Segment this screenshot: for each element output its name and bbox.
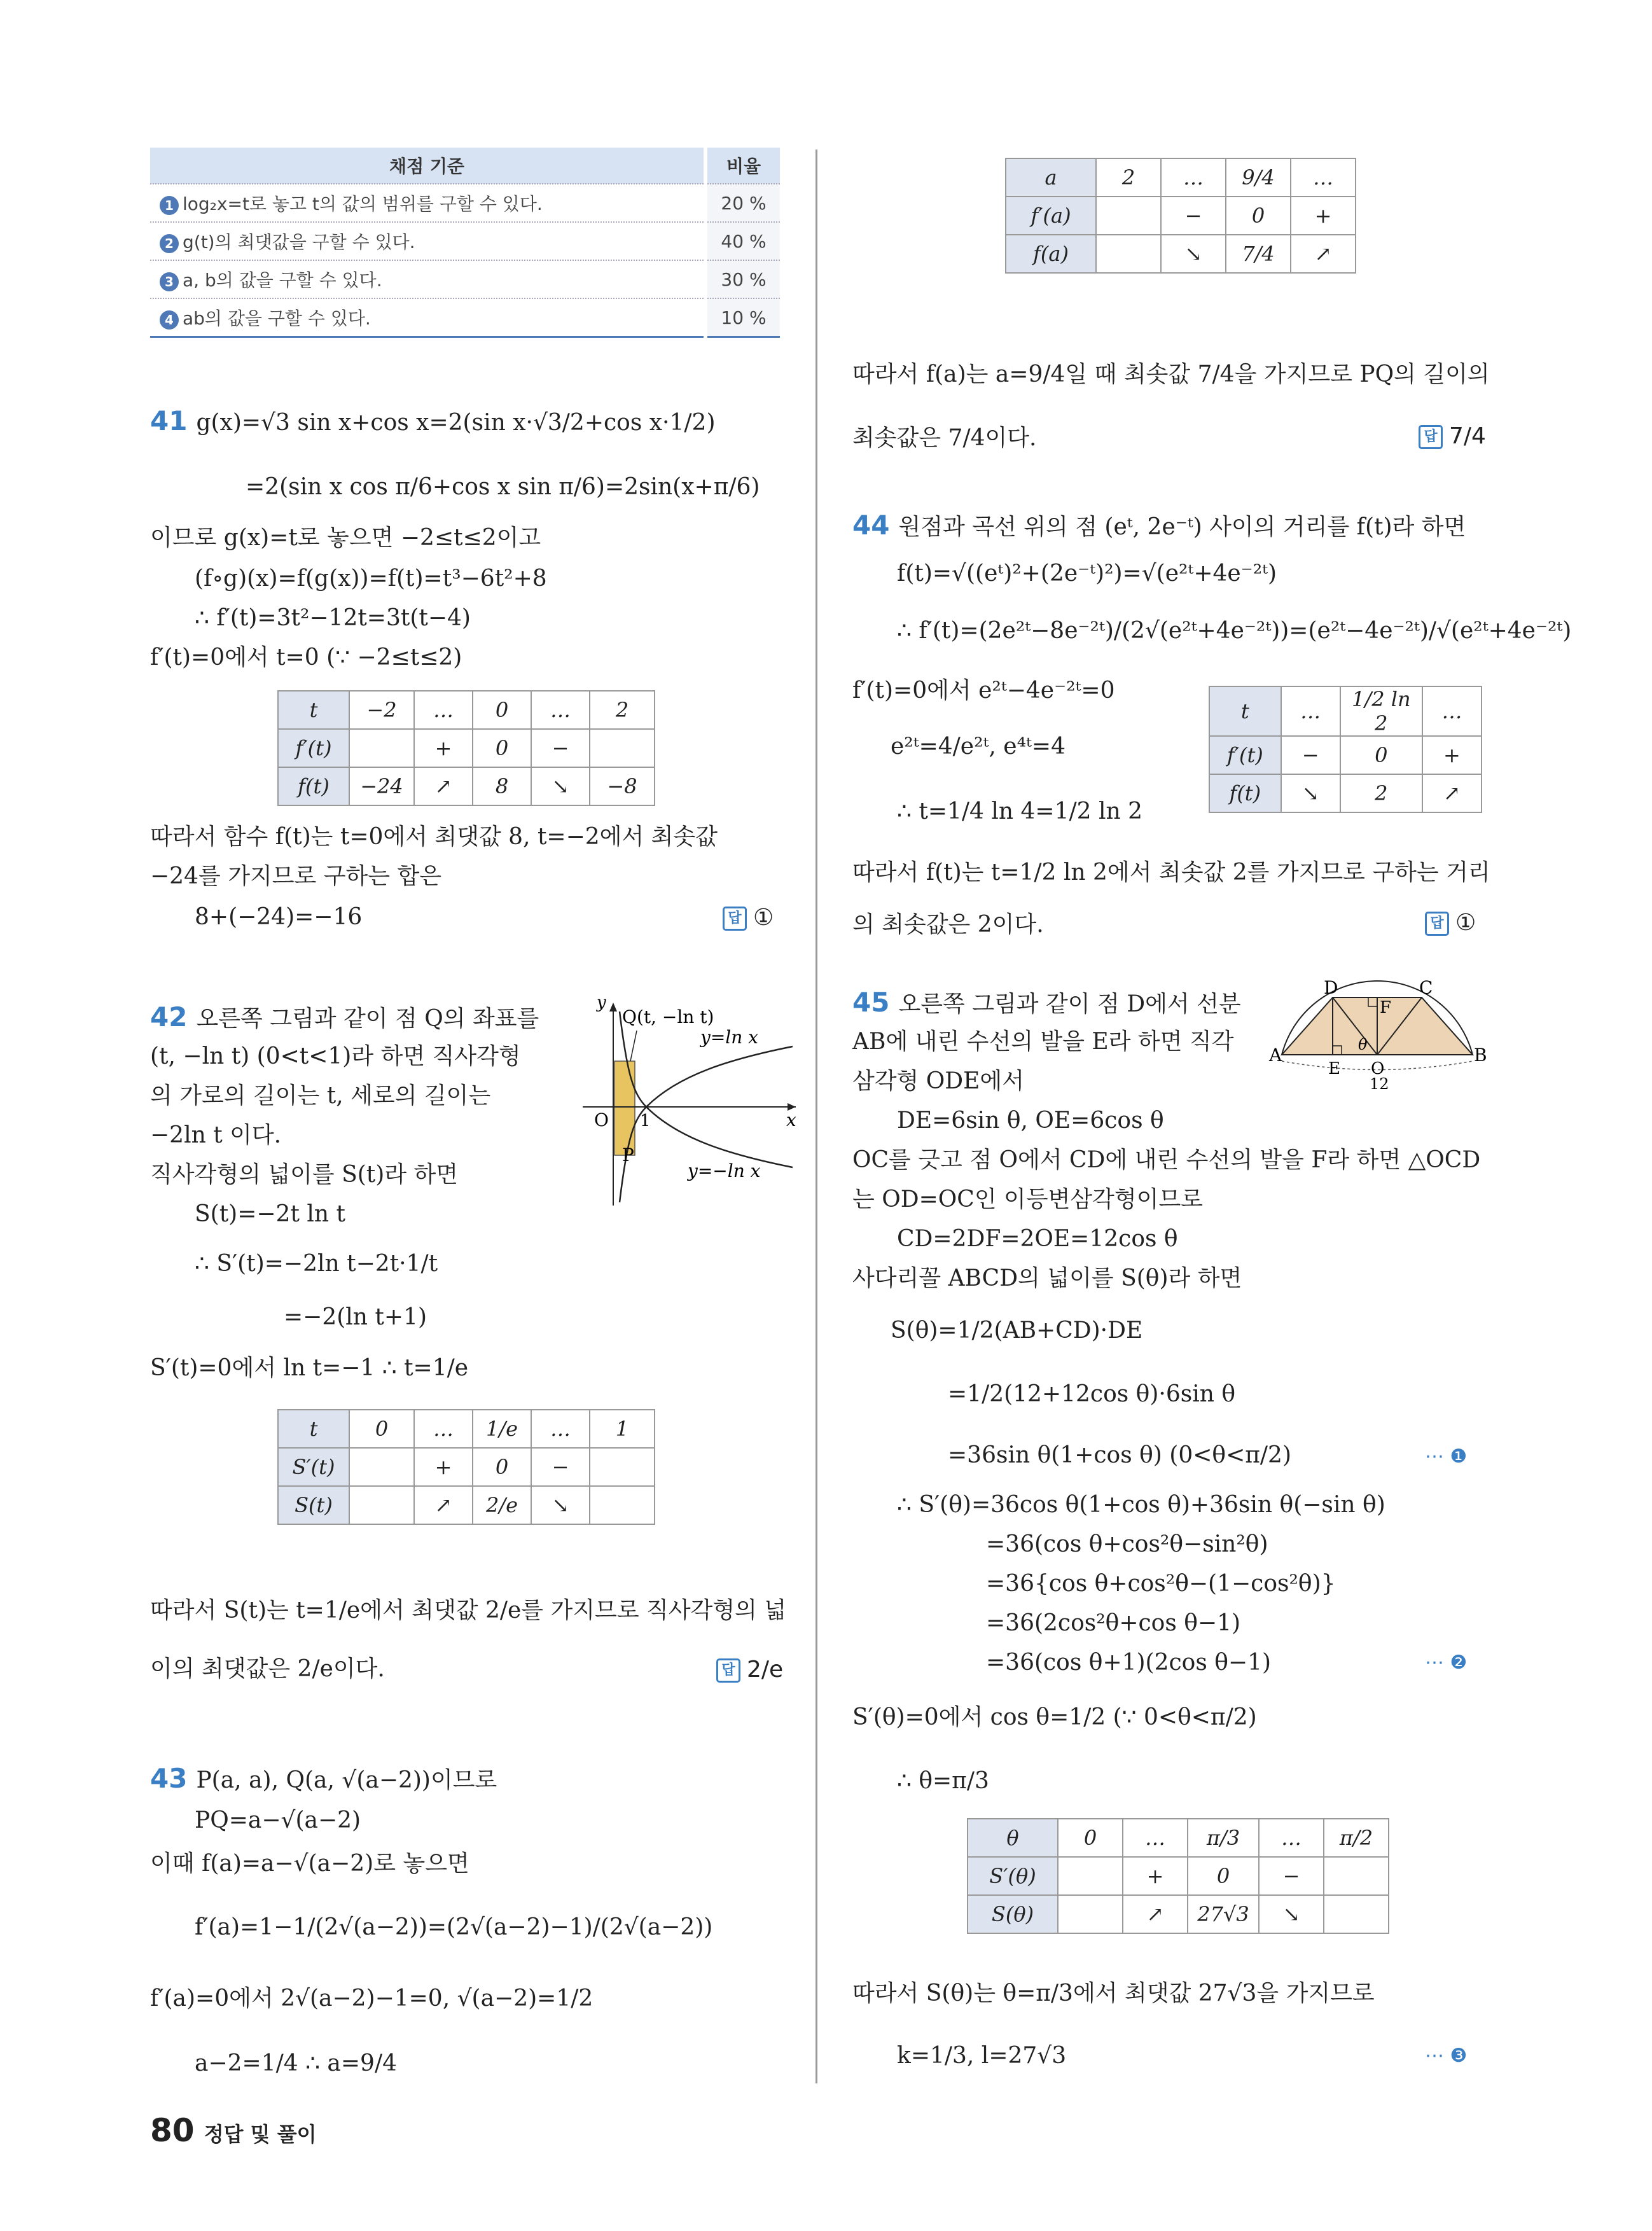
p43-l1: P(a, a), Q(a, √(a−2))이므로 <box>196 1767 497 1793</box>
grading-text: ab의 값을 구할 수 있다. <box>183 308 371 329</box>
grading-row <box>150 260 780 298</box>
page-number: 80 <box>150 2112 195 2149</box>
footer-text: 정답 및 풀이 <box>204 2122 317 2146</box>
table-cell <box>1324 1895 1389 1933</box>
arrow-icon <box>609 1003 617 1011</box>
grading-num: 1 <box>160 196 179 215</box>
table-row <box>1006 197 1356 235</box>
p42-line10: 따라서 S(t)는 t=1/e에서 최댓값 2/e를 가지므로 직사각형의 넓 <box>150 1597 787 1623</box>
table-cell: … <box>1422 686 1482 736</box>
grading-pct: 40 % <box>705 222 780 260</box>
table-cell: … <box>1123 1819 1188 1857</box>
p42-line1 <box>150 1002 539 1034</box>
p43-answer <box>1419 423 1486 449</box>
p42-line5: 직사각형의 넓이를 S(t)라 하면 <box>150 1162 459 1188</box>
table-cell <box>1058 1857 1123 1895</box>
answer-icon: 답 <box>1419 425 1443 449</box>
page-footer <box>150 2112 317 2149</box>
table-cell: − <box>1281 736 1340 774</box>
p45-label-o: O <box>1371 1059 1385 1078</box>
table-header-cell: S(t) <box>278 1486 349 1524</box>
table-cell: π/3 <box>1188 1819 1259 1857</box>
p42-label-1: 1 <box>640 1111 651 1130</box>
p42-line2: (t, −ln t) (0<t<1)라 하면 직사각형 <box>150 1043 521 1069</box>
p45-line15: =36(2cos²θ+cos θ−1) <box>986 1610 1241 1636</box>
table-cell: 0 <box>1226 197 1291 235</box>
table-cell: 0 <box>349 1410 414 1448</box>
grading-row <box>150 298 780 337</box>
p42-l1: 오른쪽 그림과 같이 점 Q의 좌표를 <box>196 1006 539 1032</box>
table-cell: 0 <box>473 1448 531 1486</box>
table-row <box>1209 774 1482 812</box>
table-cell <box>1058 1895 1123 1933</box>
p41-number: 41 <box>150 405 188 436</box>
table-header-cell: S(θ) <box>968 1895 1058 1933</box>
p42-figure <box>583 992 799 1209</box>
table-cell <box>349 1448 414 1486</box>
grading-text: log₂x=t로 놓고 t의 값의 범위를 구할 수 있다. <box>183 193 543 214</box>
p43-line5: f′(a)=0에서 2√(a−2)−1=0, √(a−2)=1/2 <box>150 1985 593 2012</box>
p43-line1 <box>150 1763 497 1796</box>
table-cell: 2 <box>1096 158 1161 197</box>
table-cell: −24 <box>349 767 414 805</box>
table-header-cell: t <box>278 691 349 729</box>
p44-line4: f′(t)=0에서 e²ᵗ−4e⁻²ᵗ=0 <box>852 678 1115 704</box>
table-cell: ↘ <box>531 767 590 805</box>
table-cell: 0 <box>1188 1857 1259 1895</box>
table-row <box>968 1857 1389 1895</box>
table-header-cell: t <box>278 1410 349 1448</box>
p45-line3: 삼각형 ODE에서 <box>852 1068 1024 1094</box>
table-cell <box>590 1486 655 1524</box>
p43-line7: 따라서 f(a)는 a=9/4일 때 최솟값 7/4을 가지므로 PQ의 길이의 <box>852 361 1490 387</box>
table-cell <box>349 1486 414 1524</box>
p42-label-o: O <box>594 1109 609 1130</box>
table-cell: 1 <box>590 1410 655 1448</box>
table-cell: + <box>1422 736 1482 774</box>
table-cell: 7/4 <box>1226 235 1291 273</box>
table-cell <box>590 1448 655 1486</box>
table-header-cell: f(t) <box>278 767 349 805</box>
table-cell: … <box>1291 158 1356 197</box>
p45-step-mark-1: ⋯ ❶ <box>1425 1445 1468 1468</box>
table-row <box>1209 686 1482 736</box>
table-cell: 2/e <box>473 1486 531 1524</box>
table-cell: 27√3 <box>1188 1895 1259 1933</box>
p42-label-x: x <box>786 1109 796 1130</box>
p43-table <box>1005 158 1356 274</box>
table-cell: − <box>531 1448 590 1486</box>
grading-pct: 30 % <box>705 260 780 298</box>
answer-icon: 답 <box>1425 912 1449 936</box>
p42-answer-value: 2/e <box>747 1657 784 1683</box>
table-row <box>1209 736 1482 774</box>
table-cell: ↗ <box>414 1486 473 1524</box>
p42-line3: 의 가로의 길이는 t, 세로의 길이는 <box>150 1083 491 1109</box>
p41-line2: =2(sin x cos π/6+cos x sin π/6)=2sin(x+π/6) <box>246 474 760 500</box>
grading-header-ratio: 비율 <box>705 148 780 184</box>
p42-line7: ∴ S′(t)=−2ln t−2t·1/t <box>195 1251 438 1277</box>
p41-line3: 이므로 g(x)=t로 놓으면 −2≤t≤2이고 <box>150 525 541 551</box>
p45-line6: 는 OD=OC인 이등변삼각형이므로 <box>852 1186 1204 1213</box>
p41-line9: 8+(−24)=−16 <box>195 904 363 930</box>
table-cell: 1/2 ln 2 <box>1340 686 1422 736</box>
p45-line7: CD=2DF=2OE=12cos θ <box>897 1226 1178 1252</box>
p45-line9: S(θ)=1/2(AB+CD)·DE <box>891 1317 1143 1344</box>
p42-label-p: P <box>622 1144 634 1165</box>
p43-line6: a−2=1/4 ∴ a=9/4 <box>195 2050 397 2076</box>
p45-l1: 오른쪽 그림과 같이 점 D에서 선분 <box>898 991 1241 1017</box>
table-cell: 8 <box>473 767 531 805</box>
p45-line14: =36{cos θ+cos²θ−(1−cos²θ)} <box>986 1571 1336 1597</box>
table-cell: … <box>531 691 590 729</box>
column-divider <box>816 149 817 2083</box>
grading-pct: 10 % <box>705 298 780 337</box>
table-cell: 9/4 <box>1226 158 1291 197</box>
p45-line2: AB에 내린 수선의 발을 E라 하면 직각 <box>852 1029 1234 1055</box>
table-cell: ↗ <box>414 767 473 805</box>
p45-label-a: A <box>1269 1045 1282 1066</box>
table-row <box>1006 158 1356 197</box>
p42-label-neg-lnx: y=−ln x <box>688 1160 761 1181</box>
p44-answer <box>1425 910 1476 936</box>
table-cell: ↗ <box>1123 1895 1188 1933</box>
p42-line9: S′(t)=0에서 ln t=−1 ∴ t=1/e <box>150 1355 469 1381</box>
table-cell: 2 <box>1340 774 1422 812</box>
grading-num: 3 <box>160 272 179 291</box>
p43-line8: 최솟값은 7/4이다. <box>852 425 1037 451</box>
table-cell: + <box>414 1448 473 1486</box>
p42-answer <box>716 1657 783 1683</box>
p45-step-mark-3: ⋯ ❸ <box>1425 2045 1468 2067</box>
table-cell <box>1324 1857 1389 1895</box>
table-cell <box>1096 197 1161 235</box>
table-header-cell: S′(t) <box>278 1448 349 1486</box>
p45-line5: OC를 긋고 점 O에서 CD에 내린 수선의 발을 F라 하면 △OCD <box>852 1147 1481 1173</box>
p45-line10: =1/2(12+12cos θ)·6sin θ <box>948 1381 1236 1407</box>
table-row <box>278 729 655 767</box>
p42-rectangle <box>614 1061 635 1155</box>
table-cell: π/2 <box>1324 1819 1389 1857</box>
table-cell: − <box>1259 1857 1324 1895</box>
grading-text: a, b의 값을 구할 수 있다. <box>183 270 382 291</box>
table-cell: − <box>1161 197 1226 235</box>
table-cell: ↘ <box>1281 774 1340 812</box>
p45-line11: =36sin θ(1+cos θ) (0<θ<π/2) <box>948 1442 1291 1468</box>
table-row <box>278 1448 655 1486</box>
p43-line3: 이때 f(a)=a−√(a−2)로 놓으면 <box>150 1851 469 1877</box>
table-cell <box>590 729 655 767</box>
grading-num: 4 <box>160 310 179 330</box>
p45-line1 <box>852 987 1241 1020</box>
table-cell: ↘ <box>1161 235 1226 273</box>
p45-figure <box>1269 977 1487 1094</box>
p45-line4: DE=6sin θ, OE=6cos θ <box>897 1108 1164 1134</box>
table-cell: ↘ <box>1259 1895 1324 1933</box>
table-cell: … <box>1161 158 1226 197</box>
p45-label-f: F <box>1380 998 1392 1017</box>
p42-line11: 이의 최댓값은 2/e이다. <box>150 1656 385 1682</box>
p41-line4: (f∘g)(x)=f(g(x))=f(t)=t³−6t²+8 <box>195 566 547 592</box>
p45-step-mark-2: ⋯ ❷ <box>1425 1651 1468 1674</box>
p41-line6: f′(t)=0에서 t=0 (∵ −2≤t≤2) <box>150 644 462 671</box>
table-row <box>278 1410 655 1448</box>
table-cell <box>349 729 414 767</box>
table-cell: 0 <box>1058 1819 1123 1857</box>
p43-line2: PQ=a−√(a−2) <box>195 1807 361 1833</box>
table-row <box>968 1819 1389 1857</box>
table-header-cell: f′(a) <box>1006 197 1096 235</box>
table-cell: 0 <box>473 691 531 729</box>
table-cell: ↗ <box>1291 235 1356 273</box>
table-header-cell: f(t) <box>1209 774 1281 812</box>
grading-row <box>150 222 780 260</box>
p42-number: 42 <box>150 1001 188 1032</box>
p41-line1 <box>150 406 715 438</box>
p41-line8: −24를 가지므로 구하는 합은 <box>150 863 442 889</box>
p45-label-12: 12 <box>1370 1075 1389 1093</box>
grading-num: 2 <box>160 234 179 253</box>
p42-line8: =−2(ln t+1) <box>284 1304 427 1330</box>
p43-answer-value: 7/4 <box>1449 423 1486 449</box>
p44-l1: 원점과 곡선 위의 점 (eᵗ, 2e⁻ᵗ) 사이의 거리를 f(t)라 하면 <box>898 514 1466 540</box>
p44-line8: 의 최솟값은 2이다. <box>852 912 1044 938</box>
p43-line4: f′(a)=1−1/(2√(a−2))=(2√(a−2)−1)/(2√(a−2)) <box>195 1914 713 1940</box>
p41-answer <box>723 905 774 931</box>
p45-line8: 사다리꼴 ABCD의 넓이를 S(θ)라 하면 <box>852 1265 1242 1291</box>
p45-line20: k=1/3, l=27√3 <box>897 2043 1067 2069</box>
p41-l1: g(x)=√3 sin x+cos x=2(sin x·√3/2+cos x·1/2) <box>196 410 716 436</box>
p45-line17: S′(θ)=0에서 cos θ=1/2 (∵ 0<θ<π/2) <box>852 1704 1257 1730</box>
table-header-cell: f′(t) <box>278 729 349 767</box>
table-row <box>278 1486 655 1524</box>
grading-pct: 20 % <box>705 184 780 222</box>
p42-label-lnx: y=ln x <box>700 1027 758 1048</box>
table-header-cell: f′(t) <box>1209 736 1281 774</box>
table-header-cell: θ <box>968 1819 1058 1857</box>
p42-label-y: y <box>597 993 606 1012</box>
p45-table <box>967 1818 1389 1934</box>
table-cell: … <box>1281 686 1340 736</box>
table-cell: … <box>414 691 473 729</box>
p45-line18: ∴ θ=π/3 <box>897 1768 989 1794</box>
table-cell: + <box>1123 1857 1188 1895</box>
grading-table <box>150 148 780 338</box>
p41-line5: ∴ f′(t)=3t²−12t=3t(t−4) <box>195 605 471 631</box>
p44-line2: f(t)=√((eᵗ)²+(2e⁻ᵗ)²)=√(e²ᵗ+4e⁻²ᵗ) <box>897 560 1277 587</box>
p44-line7: 따라서 f(t)는 t=1/2 ln 2에서 최솟값 2를 가지므로 구하는 거리 <box>852 859 1490 886</box>
table-cell <box>1096 235 1161 273</box>
grading-header-criteria: 채점 기준 <box>150 148 705 184</box>
p42-line4: −2ln t 이다. <box>150 1122 282 1148</box>
p44-table <box>1209 686 1482 813</box>
p41-line7: 따라서 함수 f(t)는 t=0에서 최댓값 8, t=−2에서 최솟값 <box>150 824 718 850</box>
grading-text: g(t)의 최댓값을 구할 수 있다. <box>183 232 415 253</box>
grading-row <box>150 184 780 222</box>
p45-label-e: E <box>1328 1059 1340 1078</box>
p45-label-d: D <box>1324 977 1338 998</box>
p43-number: 43 <box>150 1763 188 1794</box>
table-row <box>1006 235 1356 273</box>
p44-line5: e²ᵗ=4/e²ᵗ, e⁴ᵗ=4 <box>891 733 1065 760</box>
table-cell: 0 <box>1340 736 1422 774</box>
p45-number: 45 <box>852 987 890 1018</box>
p41-table <box>277 690 655 806</box>
p45-line12: ∴ S′(θ)=36cos θ(1+cos θ)+36sin θ(−sin θ) <box>897 1492 1385 1518</box>
p44-number: 44 <box>852 510 890 541</box>
table-header-cell: a <box>1006 158 1096 197</box>
p45-label-c: C <box>1419 977 1433 998</box>
p45-label-theta: θ <box>1358 1036 1368 1053</box>
p41-answer-value: ① <box>753 905 774 931</box>
table-header-cell: t <box>1209 686 1281 736</box>
p42-table <box>277 1409 655 1525</box>
p42-label-q: Q(t, −ln t) <box>622 1006 714 1027</box>
p44-line6: ∴ t=1/4 ln 4=1/2 ln 2 <box>897 798 1142 824</box>
table-cell: 1/e <box>473 1410 531 1448</box>
table-cell: 0 <box>473 729 531 767</box>
table-header-cell: f(a) <box>1006 235 1096 273</box>
p42-line6: S(t)=−2t ln t <box>195 1201 345 1227</box>
table-cell: ↘ <box>531 1486 590 1524</box>
table-row <box>968 1895 1389 1933</box>
p44-answer-value: ① <box>1455 910 1476 936</box>
table-cell: 2 <box>590 691 655 729</box>
table-row <box>278 767 655 805</box>
answer-icon: 답 <box>716 1658 740 1683</box>
p45-label-b: B <box>1474 1045 1487 1066</box>
table-cell: −2 <box>349 691 414 729</box>
table-cell: −8 <box>590 767 655 805</box>
p45-line13: =36(cos θ+cos²θ−sin²θ) <box>986 1531 1268 1557</box>
p45-line19: 따라서 S(θ)는 θ=π/3에서 최댓값 27√3을 가지므로 <box>852 1980 1375 2006</box>
table-cell: … <box>414 1410 473 1448</box>
table-cell: ↗ <box>1422 774 1482 812</box>
p44-line3: ∴ f′(t)=(2e²ᵗ−8e⁻²ᵗ)/(2√(e²ᵗ+4e⁻²ᵗ))=(e²ᵗ−4e⁻²ᵗ)/√(e²ᵗ+4e⁻²ᵗ) <box>897 618 1572 644</box>
table-cell: + <box>414 729 473 767</box>
table-cell: … <box>1259 1819 1324 1857</box>
table-cell: + <box>1291 197 1356 235</box>
table-cell: … <box>531 1410 590 1448</box>
p42-q-pointer <box>630 1031 637 1061</box>
p45-line16: =36(cos θ+1)(2cos θ−1) <box>986 1650 1272 1676</box>
table-header-cell: S′(θ) <box>968 1857 1058 1895</box>
p44-line1 <box>852 510 1466 543</box>
table-cell: − <box>531 729 590 767</box>
answer-icon: 답 <box>723 907 747 931</box>
table-row <box>278 691 655 729</box>
